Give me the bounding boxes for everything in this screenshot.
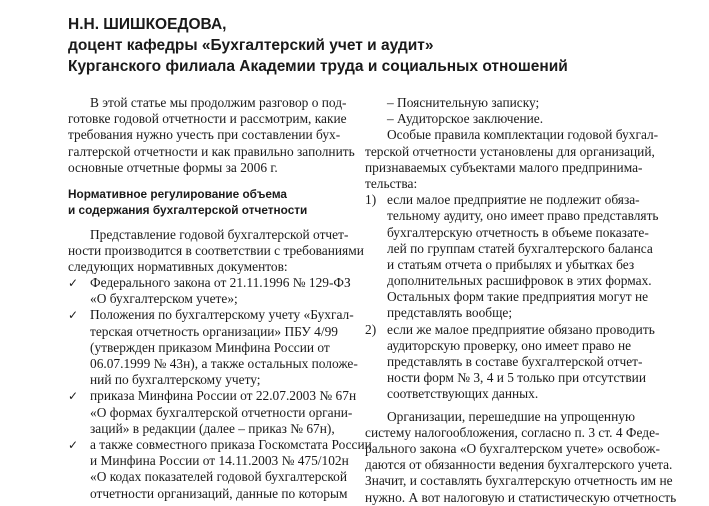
text-line: требования нужно учесть при составлении бух- <box>68 127 341 143</box>
text-line: основные отчетные формы за 2006 г. <box>68 159 278 175</box>
text-line: готовке годовой отчетности и рассмотрим, какие <box>68 111 347 127</box>
text-line: В этой статье мы продолжим разговор о под- <box>90 95 347 110</box>
right-column <box>365 95 697 506</box>
list-item <box>68 388 360 437</box>
author-position: доцент кафедры «Бухгалтерский учет и аудит» <box>68 37 434 54</box>
text-line: даются от обязанности ведения бухгалтерского учета. <box>365 457 673 473</box>
text-line: Положения по бухгалтерскому учету «Бухгал- <box>90 307 354 323</box>
text-line: Представление годовой бухгалтерской отчет- <box>90 226 349 242</box>
heading-line: Нормативное регулирование объема <box>68 186 287 201</box>
text-line: систему налогообложения, согласно п. 3 ст. 4 Феде- <box>365 424 660 440</box>
text-line: Значит, и составлять бухгалтерскую отчетность им не <box>365 473 673 489</box>
text-line: «О формах бухгалтерской отчетности органи- <box>90 404 353 420</box>
text-line: лей по группам статей бухгалтерского баланса <box>387 240 653 256</box>
text-line: Остальных форм такие предприятия могут не <box>387 289 649 305</box>
dash-item: – Пояснительную записку; <box>387 95 540 110</box>
text-line: Особые правила комплектации годовой бухгал- <box>387 127 659 143</box>
intro-paragraph <box>68 95 360 176</box>
text-line: нужно. А вот налоговую и статистическую отчетность <box>365 489 677 505</box>
dash-item: – Аудиторское заключение. <box>387 111 544 127</box>
text-line: ний по бухгалтерскому учету; <box>90 372 261 388</box>
text-line: признаваемых субъектами малого предпринима- <box>365 159 643 175</box>
numbered-item <box>365 322 697 403</box>
text-line: а также совместного приказа Госкомстата России <box>90 436 372 452</box>
text-line: Организации, перешедшие на упрощенную <box>387 408 635 424</box>
body-paragraph <box>68 226 364 276</box>
text-line: терской отчетности установлены для организаций, <box>365 143 655 159</box>
text-line: и Минфина России от 14.11.2003 № 475/102н <box>90 453 349 469</box>
numbered-item <box>365 192 697 322</box>
text-line: аудиторскую проверку, оно имеет право не <box>387 337 632 353</box>
item-number: 1) <box>365 192 377 208</box>
heading-line: и содержания бухгалтерской отчетности <box>68 202 308 217</box>
checkmark-icon: ✓ <box>68 389 79 404</box>
checkmark-icon: ✓ <box>68 437 79 452</box>
author-name: Н.Н. ШИШКОЕДОВА, <box>68 16 227 33</box>
text-line: заций» в редакции (далее – приказ № 67н), <box>90 420 335 436</box>
body-paragraph <box>365 409 697 506</box>
list-item <box>68 436 372 502</box>
text-line: представлять вообще; <box>387 305 513 321</box>
left-column <box>68 95 372 502</box>
item-number: 2) <box>365 321 377 337</box>
text-line: ности форм № 3, 4 и 5 только при отсутствии <box>387 370 646 386</box>
text-line: «О кодах показателей годовой бухгалтерской <box>90 469 348 485</box>
text-line: дополнительных расшифровок в этих формах. <box>387 273 652 289</box>
text-line: терская отчетность организации» ПБУ 4/99 <box>90 323 338 339</box>
text-line: (утвержден приказом Минфина России от <box>90 339 330 355</box>
article-header <box>68 14 698 77</box>
text-line: представлять в составе бухгалтерской отчет- <box>387 354 643 369</box>
text-line: бухгалтерскую отчетность в объеме показате- <box>387 224 649 240</box>
list-item <box>68 307 360 388</box>
body-paragraph <box>365 127 697 192</box>
text-line: если же малое предприятие обязано проводить <box>387 321 655 337</box>
text-line: Федерального закона от 21.11.1996 № 129-ФЗ <box>90 275 351 291</box>
text-line: соответствующих данных. <box>387 386 539 402</box>
list-item <box>68 275 360 307</box>
section-heading <box>68 187 360 219</box>
text-line: тельства: <box>365 175 418 191</box>
text-line: отчетности организаций, данные по которым <box>90 485 348 501</box>
text-line: рального закона «О бухгалтерском учете» освобож- <box>365 440 660 456</box>
text-line: приказа Минфина России от 22.07.2003 № 67н <box>90 388 357 404</box>
author-affiliation: Курганского филиала Академии труда и социальных отношений <box>68 58 568 75</box>
checkmark-icon: ✓ <box>68 276 79 291</box>
text-line: галтерской отчетности и как правильно заполнить <box>68 143 355 159</box>
text-line: следующих нормативных документов: <box>68 258 288 274</box>
checkmark-icon: ✓ <box>68 308 79 323</box>
text-line: 06.07.1999 № 43н), а также остальных положе- <box>90 356 358 372</box>
text-line: «О бухгалтерском учете»; <box>90 291 238 307</box>
text-line: и статьям отчета о прибылях и убытках без <box>387 256 635 272</box>
text-line: тельному аудиту, оно имеет право представлять <box>387 208 659 224</box>
text-line: ности производится в соответствии с требованиями <box>68 242 364 258</box>
text-line: если малое предприятие не подлежит обяза- <box>387 192 640 208</box>
